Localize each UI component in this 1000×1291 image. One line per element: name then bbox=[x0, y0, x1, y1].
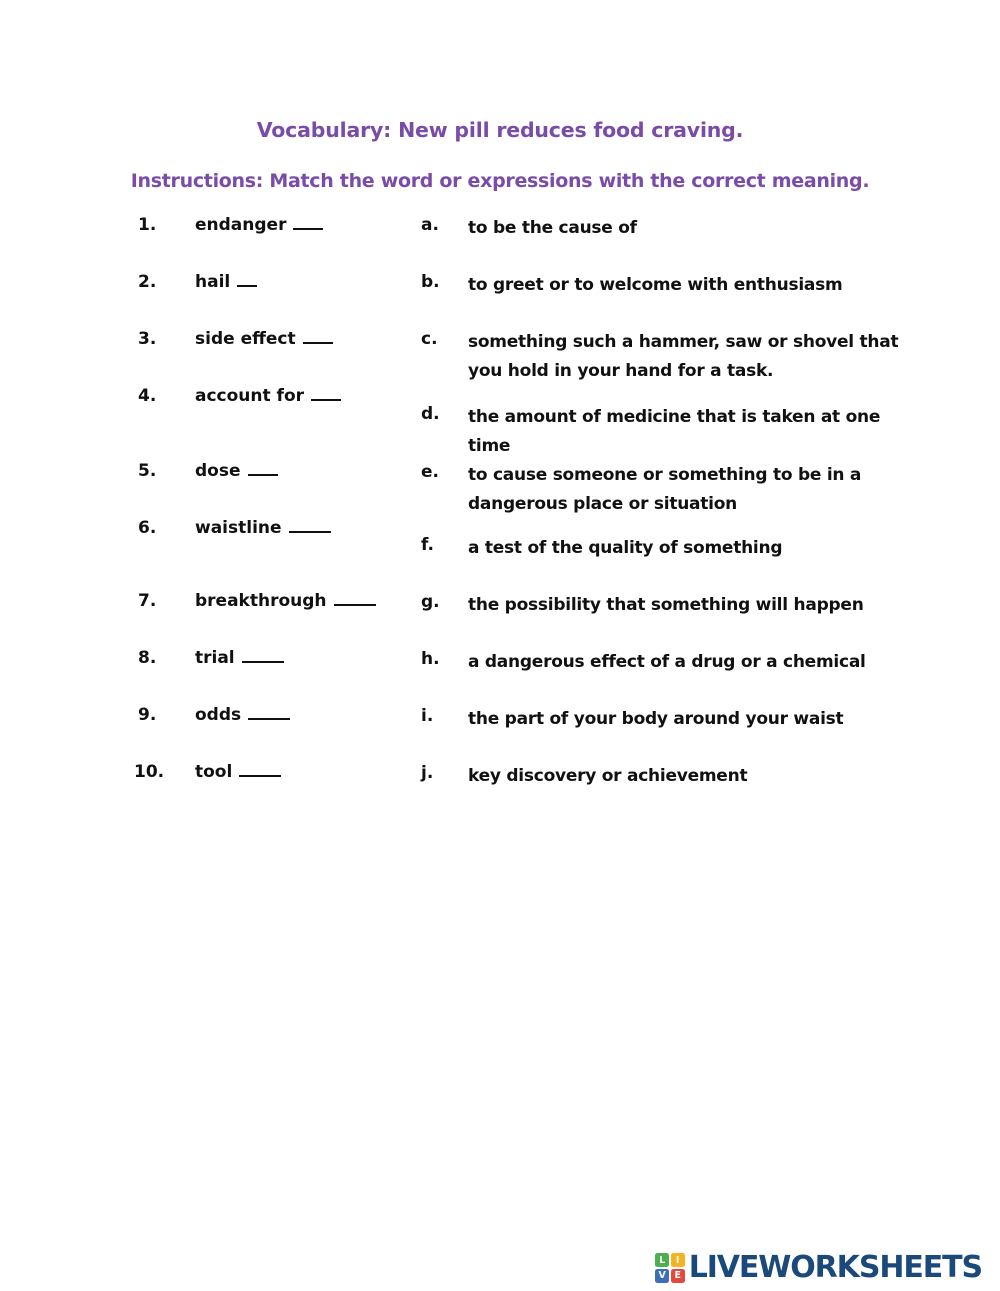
matching-exercise bbox=[0, 214, 1000, 814]
logo-tile-l: L bbox=[655, 1253, 669, 1267]
instructions-line: Instructions: Match the word or expressions with the correct meaning. bbox=[130, 170, 870, 192]
definition-text: something such a hammer, saw or shovel that you hold in your hand for a task. bbox=[468, 332, 899, 381]
definition-letter: c. bbox=[421, 329, 438, 349]
term-row[interactable] bbox=[138, 328, 428, 385]
term-row[interactable] bbox=[138, 214, 428, 271]
definition-row[interactable] bbox=[421, 762, 921, 819]
term-word: account for bbox=[195, 385, 341, 407]
term-number: 8. bbox=[138, 648, 157, 668]
definition-letter: j. bbox=[421, 763, 434, 783]
definition-text: the part of your body around your waist bbox=[468, 709, 844, 729]
definition-text: to cause someone or something to be in a dangerous place or situation bbox=[468, 465, 862, 514]
definition-text: a dangerous effect of a drug or a chemical bbox=[468, 652, 866, 672]
definition-row[interactable] bbox=[421, 328, 921, 403]
term-number: 4. bbox=[138, 386, 157, 406]
logo-tile-v: V bbox=[655, 1269, 669, 1283]
definition-letter: b. bbox=[421, 272, 440, 292]
term-word: dose bbox=[195, 460, 278, 482]
definition-row[interactable] bbox=[421, 648, 921, 705]
definition-text: to greet or to welcome with enthusiasm bbox=[468, 275, 843, 295]
definition-row[interactable] bbox=[421, 461, 921, 534]
logo-tile-e: E bbox=[671, 1269, 685, 1283]
definition-letter: h. bbox=[421, 649, 440, 669]
definition-text: the possibility that something will happen bbox=[468, 595, 864, 615]
term-answer-blank[interactable] bbox=[303, 329, 333, 344]
liveworksheets-logo[interactable] bbox=[655, 1250, 982, 1285]
term-word: breakthrough bbox=[195, 590, 376, 612]
term-row[interactable] bbox=[138, 590, 428, 647]
term-word: waistline bbox=[195, 517, 331, 539]
term-row[interactable] bbox=[138, 647, 428, 704]
definitions-column bbox=[421, 214, 921, 819]
definition-row[interactable] bbox=[421, 705, 921, 762]
definition-row[interactable] bbox=[421, 271, 921, 328]
definition-letter: f. bbox=[421, 535, 434, 555]
term-row[interactable] bbox=[134, 761, 428, 818]
definition-row[interactable] bbox=[421, 214, 921, 271]
term-number: 10. bbox=[134, 762, 165, 782]
logo-wordmark: LIVEWORKSHEETS bbox=[688, 1250, 982, 1285]
term-row[interactable] bbox=[138, 704, 428, 761]
definition-row[interactable] bbox=[421, 591, 921, 648]
term-number: 6. bbox=[138, 518, 157, 538]
definition-row[interactable] bbox=[421, 534, 921, 591]
term-number: 1. bbox=[138, 215, 157, 235]
term-number: 7. bbox=[138, 591, 157, 611]
definition-text: key discovery or achievement bbox=[468, 766, 748, 786]
definition-text: a test of the quality of something bbox=[468, 538, 783, 558]
term-answer-blank[interactable] bbox=[334, 591, 376, 606]
term-answer-blank[interactable] bbox=[248, 705, 290, 720]
term-word: hail bbox=[195, 271, 257, 293]
term-answer-blank[interactable] bbox=[293, 215, 323, 230]
page-title: Vocabulary: New pill reduces food craving. bbox=[256, 118, 744, 142]
term-row[interactable] bbox=[138, 271, 428, 328]
definition-text: to be the cause of bbox=[468, 218, 637, 238]
term-word: odds bbox=[195, 704, 290, 726]
term-number: 5. bbox=[138, 461, 157, 481]
definition-letter: a. bbox=[421, 215, 439, 235]
definition-letter: d. bbox=[421, 404, 440, 424]
term-word: endanger bbox=[195, 214, 323, 236]
definition-letter: e. bbox=[421, 462, 439, 482]
logo-tile-i: I bbox=[671, 1253, 685, 1267]
term-number: 9. bbox=[138, 705, 157, 725]
term-row[interactable] bbox=[138, 517, 428, 590]
term-row[interactable] bbox=[138, 385, 428, 460]
term-answer-blank[interactable] bbox=[237, 272, 257, 287]
term-answer-blank[interactable] bbox=[242, 648, 284, 663]
term-word: side effect bbox=[195, 328, 333, 350]
term-number: 3. bbox=[138, 329, 157, 349]
definition-text: the amount of medicine that is taken at one time bbox=[468, 407, 881, 456]
term-answer-blank[interactable] bbox=[311, 386, 341, 401]
term-row[interactable] bbox=[138, 460, 428, 517]
term-answer-blank[interactable] bbox=[289, 518, 331, 533]
term-answer-blank[interactable] bbox=[248, 461, 278, 476]
term-word: trial bbox=[195, 647, 284, 669]
term-number: 2. bbox=[138, 272, 157, 292]
term-word: tool bbox=[195, 761, 281, 783]
definition-letter: i. bbox=[421, 706, 434, 726]
terms-column bbox=[134, 214, 428, 818]
definition-row[interactable] bbox=[421, 403, 921, 461]
definition-letter: g. bbox=[421, 592, 440, 612]
term-answer-blank[interactable] bbox=[239, 762, 281, 777]
logo-tiles-icon bbox=[655, 1253, 685, 1283]
